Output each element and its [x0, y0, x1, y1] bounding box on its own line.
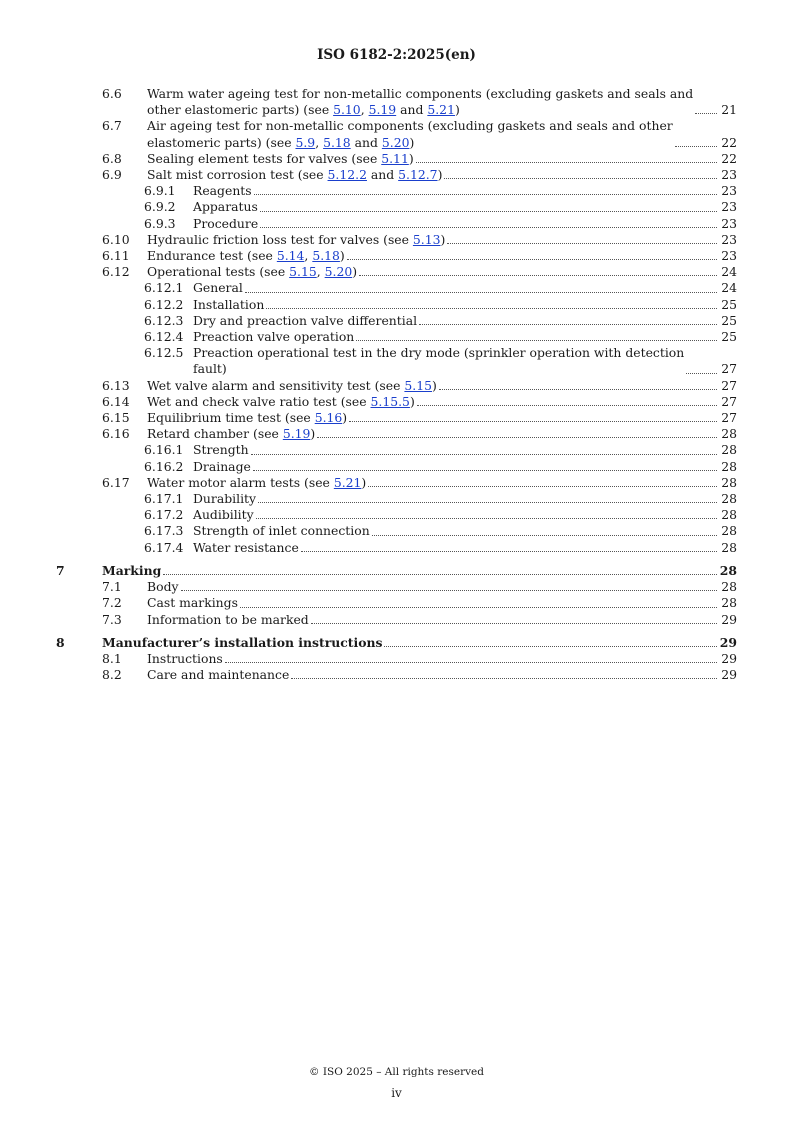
dot-leader [301, 551, 717, 552]
clause-reference-link[interactable]: 5.14 [276, 248, 305, 264]
toc-entry-title [193, 216, 258, 232]
toc-entry-title-text: Warm water ageing test for non-metallic components (excluding gaskets and seals and [147, 86, 694, 101]
clause-reference-link[interactable]: 5.16 [314, 410, 343, 426]
toc-entry-title-text: Cast markings [147, 595, 238, 611]
toc-entry-title-text: Care and maintenance [147, 667, 290, 683]
toc-entry-number: 7 [56, 562, 65, 578]
toc-entry[interactable] [0, 475, 793, 491]
dot-leader [181, 590, 718, 591]
toc-entry-title-tail: ) [310, 426, 316, 442]
toc-entry-title-tail: ) [408, 150, 414, 166]
toc-entry-title [147, 378, 437, 394]
toc-entry[interactable] [0, 86, 793, 118]
toc-entry-page: 29 [721, 650, 737, 666]
dot-leader [311, 623, 717, 624]
toc-entry-number: 6.12.3 [144, 312, 184, 328]
toc-entry-title-text: Preaction valve operation [193, 329, 355, 345]
toc-entry-title [193, 540, 299, 556]
toc-entry-page: 24 [721, 264, 737, 280]
clause-reference-link[interactable]: 5.18 [312, 248, 340, 264]
toc-entry-title [193, 459, 251, 475]
toc-entry-title-text: Preaction operational test in the dry mode (sprinkler operation with detection [193, 345, 685, 361]
toc-entry-page: 23 [721, 183, 737, 199]
toc-entry-title-text: Marking [102, 562, 162, 578]
toc-entry-page: 23 [721, 215, 737, 231]
toc-entry-page: 25 [721, 296, 737, 312]
toc-entry-title [147, 167, 442, 183]
clause-reference-link[interactable]: 5.9 [295, 134, 316, 150]
toc-entry-page: 28 [721, 579, 737, 595]
toc-entry-page: 25 [721, 312, 737, 328]
toc-entry-title [147, 579, 179, 595]
toc-entry-title-tail: ) [339, 248, 345, 264]
toc-entry[interactable] [0, 297, 793, 313]
toc-entry[interactable] [0, 248, 793, 264]
toc-entry-title-text: Procedure [193, 215, 259, 231]
toc-entry-title-text: Wet and check valve ratio test (see [147, 393, 371, 409]
dot-leader [317, 437, 717, 438]
toc-entry-title [147, 426, 315, 442]
toc-entry[interactable] [0, 183, 793, 199]
toc-entry-number: 6.8 [102, 150, 122, 166]
dot-leader [444, 178, 717, 179]
toc-entry-page: 28 [721, 539, 737, 555]
toc-entry-number: 6.12.5 [144, 345, 184, 361]
toc-entry-number: 6.10 [102, 231, 130, 247]
toc-ref-separator: , [316, 264, 325, 280]
dot-leader [417, 405, 717, 406]
toc-entry-page: 27 [721, 361, 737, 377]
dot-leader [359, 275, 717, 276]
toc-entry-number: 6.17.4 [144, 539, 184, 555]
toc-entry-number: 6.6 [102, 86, 122, 101]
toc-entry-title-text: elastomeric parts) (see [147, 134, 296, 150]
toc-entry[interactable] [0, 540, 793, 556]
toc-entry-page: 29 [721, 611, 737, 627]
dot-leader [245, 292, 717, 293]
clause-reference-link[interactable]: 5.18 [323, 134, 351, 150]
toc-entry-title-tail: ) [352, 264, 358, 280]
toc-entry-page: 28 [721, 491, 737, 507]
toc-entry-title-text: Water resistance [193, 539, 299, 555]
copyright-notice: © ISO 2025 – All rights reserved [309, 1066, 484, 1078]
toc-entry[interactable] [0, 523, 793, 539]
toc-entry-title [193, 345, 684, 377]
toc-entry[interactable] [0, 595, 793, 611]
toc-entry-title [147, 151, 414, 167]
toc-entry-title [147, 232, 445, 248]
toc-entry-title-text: Dry and preaction valve differential [193, 312, 418, 328]
dot-leader [368, 486, 717, 487]
toc-entry-title-text: Audibility [193, 507, 254, 523]
dot-leader [347, 259, 717, 260]
toc-entry-number: 7.3 [102, 611, 122, 627]
toc-entry-number: 6.15 [102, 410, 130, 426]
toc-entry-number: 6.9.3 [144, 215, 176, 231]
toc-entry-page: 28 [721, 595, 737, 611]
toc-entry-title-text: Salt mist corrosion test (see [147, 167, 328, 183]
toc-entry-title [193, 297, 264, 313]
toc-entry[interactable] [0, 394, 793, 410]
toc-entry[interactable] [0, 612, 793, 628]
toc-entry-number: 6.13 [102, 377, 130, 393]
page-number: iv [391, 1086, 402, 1100]
toc-entry-title [147, 118, 673, 150]
clause-reference-link[interactable]: 5.12.7 [398, 167, 438, 183]
toc-entry[interactable] [0, 167, 793, 183]
toc-entry[interactable] [0, 442, 793, 458]
toc-entry-page: 22 [721, 150, 737, 166]
toc-entry-page: 27 [721, 410, 737, 426]
dot-leader [384, 646, 717, 647]
clause-reference-link[interactable]: 5.11 [381, 150, 409, 166]
toc-entry-number: 6.11 [102, 248, 130, 264]
toc-entry-page: 28 [721, 458, 737, 474]
clause-reference-link[interactable]: 5.21 [333, 474, 362, 490]
toc-entry[interactable] [0, 491, 793, 507]
toc-entry-title-text: Sealing element tests for valves (see [147, 150, 382, 166]
dot-leader [291, 678, 717, 679]
toc-entry[interactable] [0, 667, 793, 683]
toc-entry[interactable] [0, 151, 793, 167]
dot-leader [356, 340, 717, 341]
toc-entry-number: 7.1 [102, 579, 122, 595]
toc-entry[interactable] [0, 579, 793, 595]
dot-leader [686, 373, 717, 374]
toc-entry-title-tail: ) [361, 474, 367, 490]
toc-entry-number: 6.17.1 [144, 491, 184, 507]
clause-reference-link[interactable]: 5.20 [324, 264, 353, 280]
toc-entry-title-tail: ) [342, 410, 348, 426]
toc-entry-title [193, 329, 354, 345]
toc-entry[interactable] [0, 507, 793, 523]
toc-entry-page: 21 [721, 102, 737, 118]
toc-entry-number: 6.14 [102, 393, 130, 409]
dot-leader [675, 146, 717, 147]
toc-entry[interactable] [0, 313, 793, 329]
toc-entry-number: 8.2 [102, 667, 122, 683]
toc-entry[interactable] [0, 378, 793, 394]
toc-entry-title [193, 491, 256, 507]
toc-entry-page: 23 [721, 199, 737, 215]
toc-entry-title-text: Information to be marked [147, 611, 309, 627]
toc-entry-page: 28 [721, 442, 737, 458]
clause-reference-link[interactable]: 5.20 [381, 134, 410, 150]
toc-entry-title-tail: ) [431, 377, 437, 393]
dot-leader [266, 308, 717, 309]
toc-entry-number: 8 [56, 634, 65, 650]
toc-entry-number: 6.12.1 [144, 280, 184, 296]
toc-entry-page: 24 [721, 280, 737, 296]
toc-ref-separator: and [366, 167, 399, 183]
toc-entry-number: 6.16.2 [144, 458, 184, 474]
toc-ref-separator: and [396, 102, 428, 118]
toc-entry-title [147, 264, 357, 280]
dot-leader [253, 470, 717, 471]
toc-entry-page: 23 [721, 231, 737, 247]
toc-entry-title-text: Reagents [193, 183, 252, 199]
toc-entry[interactable] [0, 563, 793, 579]
toc-entry-title [147, 612, 309, 628]
toc-entry-page: 25 [721, 329, 737, 345]
dot-leader [419, 324, 717, 325]
toc-entry-title [193, 507, 254, 523]
toc-entry-page: 28 [721, 507, 737, 523]
toc-entry-title [147, 595, 238, 611]
toc-entry-title-text: Manufacturer’s installation instructions [102, 634, 383, 650]
dot-leader [372, 535, 717, 536]
toc-entry-number: 6.12.4 [144, 329, 184, 345]
toc-entry[interactable] [0, 199, 793, 215]
toc-entry-number: 6.12.2 [144, 296, 184, 312]
toc-entry-title-text: Strength of inlet connection [193, 523, 370, 539]
toc-entry-page: 29 [719, 634, 737, 650]
page-footer [0, 1066, 793, 1078]
toc-entry-title [193, 199, 258, 215]
toc-entry-title [193, 442, 249, 458]
dot-leader [256, 518, 717, 519]
dot-leader [260, 227, 717, 228]
toc-entry-title-text: Endurance test (see [147, 248, 277, 264]
toc-entry-title-text: Instructions [147, 650, 223, 666]
dot-leader [349, 421, 717, 422]
toc-entry-page: 28 [721, 426, 737, 442]
toc-entry-title [193, 523, 370, 539]
dot-leader [251, 454, 717, 455]
toc-entry-title [147, 248, 345, 264]
document-id: ISO 6182-2:2025(en) [317, 47, 476, 63]
toc-entry-page: 23 [721, 167, 737, 183]
toc-entry-title-tail: ) [440, 231, 446, 247]
toc-entry[interactable] [0, 216, 793, 232]
toc-entry-title-text: Drainage [193, 458, 251, 474]
toc-entry-number: 8.1 [102, 650, 122, 666]
clause-reference-link[interactable]: 5.15 [289, 264, 317, 280]
toc-ref-separator: , [360, 102, 369, 118]
toc-ref-separator: , [304, 248, 313, 264]
toc-entry[interactable] [0, 651, 793, 667]
toc-entry-page: 27 [721, 393, 737, 409]
table-of-contents [0, 86, 793, 683]
toc-entry-title [193, 313, 417, 329]
clause-reference-link[interactable]: 5.10 [333, 102, 361, 118]
toc-entry-title-text: Apparatus [193, 199, 258, 215]
toc-entry-number: 6.16 [102, 426, 130, 442]
dot-leader [260, 211, 717, 212]
toc-entry-number: 6.12 [102, 264, 130, 280]
toc-entry-title [102, 635, 382, 651]
toc-entry-title-text: Water motor alarm tests (see [147, 474, 334, 490]
toc-entry[interactable] [0, 635, 793, 651]
toc-entry-title-tail: ) [409, 393, 415, 409]
toc-entry-title-text: Installation [193, 296, 265, 312]
toc-entry-page: 28 [719, 562, 737, 578]
toc-entry-title [102, 563, 161, 579]
toc-entry-page: 27 [721, 377, 737, 393]
toc-entry[interactable] [0, 345, 793, 377]
toc-entry-number: 6.9.1 [144, 183, 176, 199]
toc-entry[interactable] [0, 426, 793, 442]
toc-ref-separator: , [315, 134, 324, 150]
dot-leader [695, 113, 717, 114]
dot-leader [225, 662, 717, 663]
toc-entry-title-text: Durability [193, 491, 257, 507]
toc-entry-page: 29 [721, 667, 737, 683]
clause-reference-link[interactable]: 5.19 [282, 426, 311, 442]
toc-ref-separator: and [350, 134, 382, 150]
toc-entry-title-text: Retard chamber (see [147, 426, 283, 442]
toc-entry-title [147, 410, 347, 426]
toc-entry[interactable] [0, 232, 793, 248]
dot-leader [447, 243, 717, 244]
toc-entry-title-text: General [193, 280, 243, 296]
toc-entry-title [193, 183, 252, 199]
toc-entry-title [193, 280, 243, 296]
toc-entry-title [147, 86, 693, 118]
toc-entry-page: 28 [721, 474, 737, 490]
toc-entry-title [147, 667, 289, 683]
clause-reference-link[interactable]: 5.19 [368, 102, 397, 118]
toc-entry-title-tail: ) [409, 134, 415, 150]
toc-entry-title-text: Wet valve alarm and sensitivity test (see [147, 377, 405, 393]
dot-leader [258, 502, 717, 503]
clause-reference-link[interactable]: 5.21 [427, 102, 455, 118]
dot-leader [416, 162, 717, 163]
toc-entry[interactable] [0, 280, 793, 296]
toc-entry-title [147, 475, 366, 491]
toc-entry-title-text: Air ageing test for non-metallic components (excluding gaskets and seals and other [147, 118, 673, 134]
dot-leader [240, 607, 717, 608]
toc-entry[interactable] [0, 118, 793, 150]
toc-entry[interactable] [0, 264, 793, 280]
toc-entry-title-text: Operational tests (see [147, 264, 290, 280]
toc-entry-title-text: fault) [193, 361, 227, 377]
dot-leader [254, 194, 717, 195]
toc-entry-number: 6.16.1 [144, 442, 184, 458]
toc-entry[interactable] [0, 459, 793, 475]
toc-entry-title-text: other elastomeric parts) (see [147, 102, 334, 118]
toc-entry-title-text: Strength [193, 442, 249, 458]
toc-entry-number: 6.9.2 [144, 199, 176, 215]
toc-entry-title [147, 394, 415, 410]
toc-entry[interactable] [0, 329, 793, 345]
page-header [0, 47, 793, 63]
toc-entry-title-text: Equilibrium time test (see [147, 410, 315, 426]
toc-entry-title-tail: ) [437, 167, 443, 183]
toc-entry-number: 7.2 [102, 595, 122, 611]
toc-entry-number: 6.17.3 [144, 523, 184, 539]
clause-reference-link[interactable]: 5.13 [412, 231, 441, 247]
clause-reference-link[interactable]: 5.12.2 [327, 167, 367, 183]
toc-entry-title-text: Hydraulic friction loss test for valves (see [147, 231, 413, 247]
toc-entry-page: 22 [721, 134, 737, 150]
toc-entry-page: 28 [721, 523, 737, 539]
toc-entry[interactable] [0, 410, 793, 426]
toc-entry-number: 6.17.2 [144, 507, 184, 523]
toc-entry-title [147, 651, 223, 667]
toc-entry-number: 6.9 [102, 167, 122, 183]
toc-entry-page: 23 [721, 248, 737, 264]
dot-leader [439, 389, 717, 390]
clause-reference-link[interactable]: 5.15.5 [370, 393, 410, 409]
toc-entry-number: 6.17 [102, 474, 130, 490]
toc-entry-title-tail: ) [454, 102, 460, 118]
clause-reference-link[interactable]: 5.15 [404, 377, 432, 393]
toc-entry-number: 6.7 [102, 118, 122, 134]
dot-leader [163, 574, 717, 575]
toc-entry-title-text: Body [147, 579, 179, 595]
